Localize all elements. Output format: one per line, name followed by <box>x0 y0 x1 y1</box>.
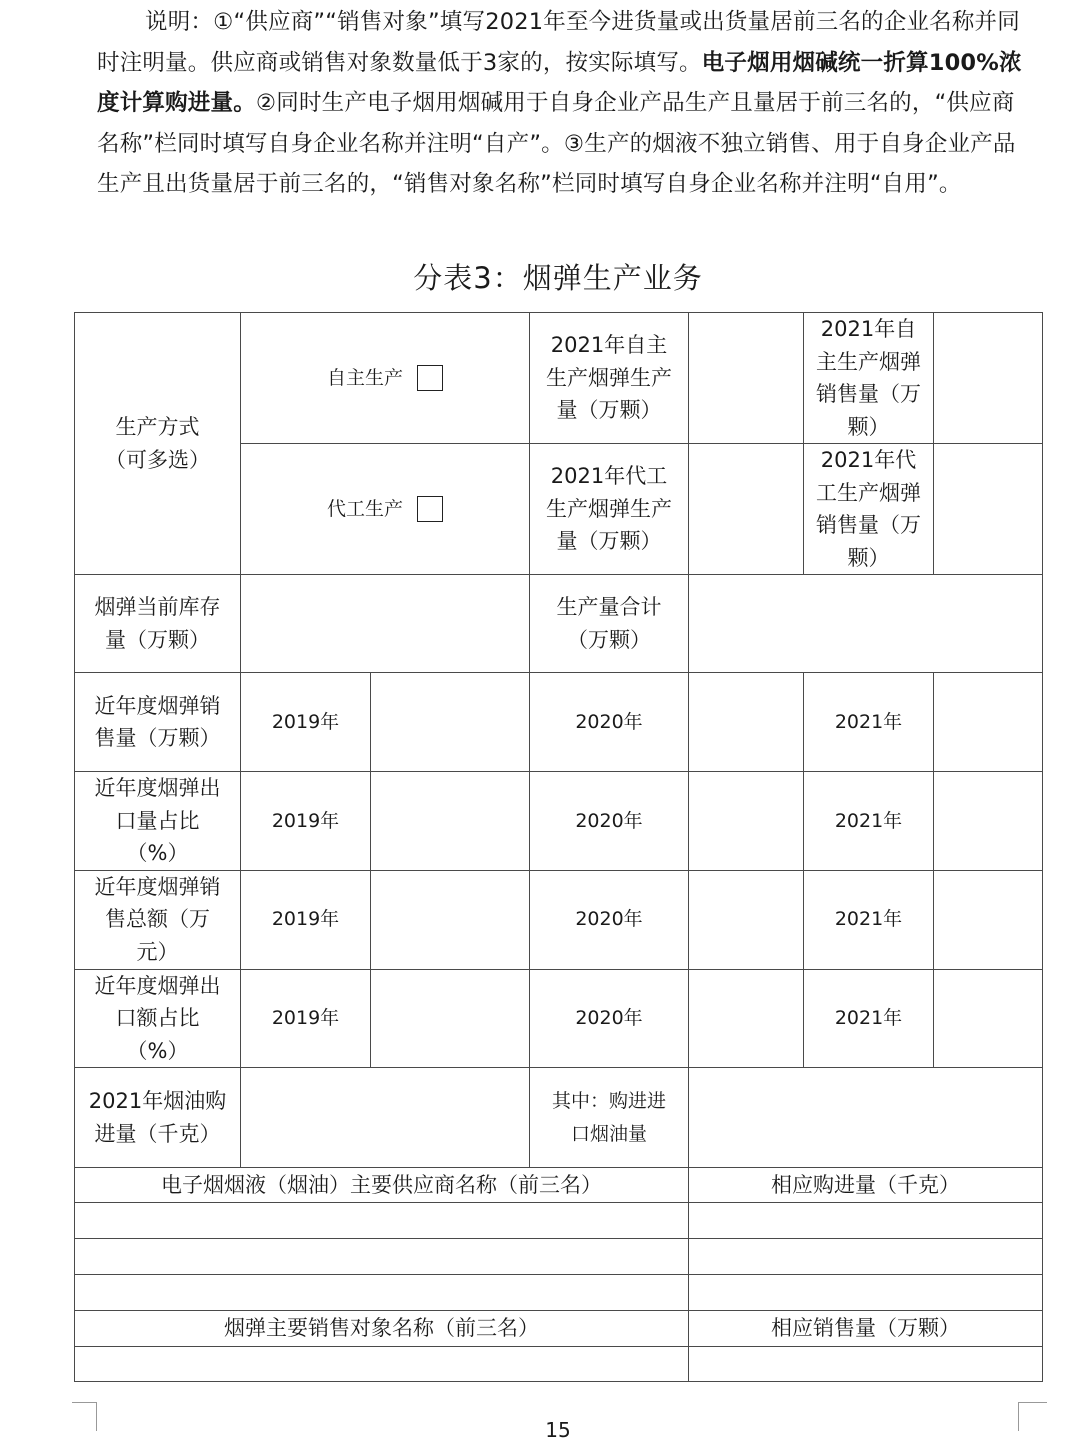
year-2021-input[interactable] <box>934 969 1043 1068</box>
oem-sales-input[interactable] <box>934 444 1043 575</box>
supplier-qty-input[interactable] <box>689 1239 1043 1275</box>
year-2019-label: 2019年 <box>241 673 371 772</box>
year-2020-label: 2020年 <box>530 673 689 772</box>
supplier-row <box>75 1275 1043 1311</box>
customer-name-input[interactable] <box>75 1347 689 1382</box>
oil-import-input[interactable] <box>689 1068 1043 1168</box>
supplier-qty-header: 相应购进量（千克） <box>689 1168 1043 1203</box>
year-2021-input[interactable] <box>934 772 1043 871</box>
supplier-name-input[interactable] <box>75 1239 689 1275</box>
instructions-note <box>97 2 1027 205</box>
customer-name-header: 烟弹主要销售对象名称（前三名） <box>75 1311 689 1347</box>
year-2019-input[interactable] <box>371 673 530 772</box>
oil-purchase-input[interactable] <box>241 1068 530 1168</box>
year-2020-input[interactable] <box>689 870 804 969</box>
production-mode-label: 生产方式（可多选） <box>75 313 241 575</box>
year-2019-label: 2019年 <box>241 772 371 871</box>
inventory-input[interactable] <box>241 575 530 673</box>
yearly-row-sales-volume <box>75 673 1043 772</box>
year-2021-label: 2021年 <box>804 673 934 772</box>
oem-sales-label: 2021年代工生产烟弹销售量（万颗） <box>804 444 934 575</box>
supplier-row <box>75 1239 1043 1275</box>
total-output-input[interactable] <box>689 575 1043 673</box>
page-number: 15 <box>545 1418 571 1442</box>
cartridge-production-form <box>74 312 1043 1382</box>
note-part2: ②同时生产电子烟用烟碱用于自身企业产品生产且量居于前三名的，“供应商名称”栏同时填写自身企业名称并注明“自产”。③生产的烟液不独立销售、用于自身企业产品生产且出货量居于前三名的，“销售对象名称”栏同时填写自身企业名称并注明“自用”。 <box>97 90 1016 197</box>
year-2020-input[interactable] <box>689 673 804 772</box>
self-production-option[interactable] <box>241 313 530 444</box>
customer-qty-input[interactable] <box>689 1347 1043 1382</box>
supplier-name-header: 电子烟烟液（烟油）主要供应商名称（前三名） <box>75 1168 689 1203</box>
oem-production-label: 代工生产 <box>327 498 404 521</box>
yearly-row-label: 近年度烟弹出口量占比（%） <box>75 772 241 871</box>
year-2020-label: 2020年 <box>530 969 689 1068</box>
customer-row <box>75 1347 1043 1382</box>
supplier-name-input[interactable] <box>75 1203 689 1239</box>
year-2020-input[interactable] <box>689 772 804 871</box>
supplier-name-input[interactable] <box>75 1275 689 1311</box>
yearly-row-export-volume-ratio <box>75 772 1043 871</box>
note-part1: 说明：①“供应商”“销售对象”填写2021年至今进货量或出货量居前三名的企业名称并同时注明量。供应商或销售对象数量低于3家的，按实际填写。 <box>97 9 1020 76</box>
oem-output-label: 2021年代工生产烟弹生产量（万颗） <box>530 444 689 575</box>
year-2021-label: 2021年 <box>804 969 934 1068</box>
year-2021-label: 2021年 <box>804 772 934 871</box>
supplier-qty-input[interactable] <box>689 1275 1043 1311</box>
oem-production-checkbox[interactable] <box>417 496 443 522</box>
total-output-label: 生产量合计（万颗） <box>530 575 689 673</box>
yearly-row-export-amount-ratio <box>75 969 1043 1068</box>
yearly-row-label: 近年度烟弹销售总额（万元） <box>75 870 241 969</box>
self-output-input[interactable] <box>689 313 804 444</box>
supplier-qty-input[interactable] <box>689 1203 1043 1239</box>
self-sales-input[interactable] <box>934 313 1043 444</box>
supplier-row <box>75 1203 1043 1239</box>
year-2019-input[interactable] <box>371 772 530 871</box>
yearly-row-label: 近年度烟弹销售量（万颗） <box>75 673 241 772</box>
year-2020-label: 2020年 <box>530 772 689 871</box>
inventory-label: 烟弹当前库存量（万颗） <box>75 575 241 673</box>
note-bold: 电子烟用烟碱统一折算100%浓度计算购进量。 <box>97 49 1022 116</box>
self-output-label: 2021年自主生产烟弹生产量（万颗） <box>530 313 689 444</box>
year-2020-label: 2020年 <box>530 870 689 969</box>
oil-import-label: 其中：购进进口烟油量 <box>530 1068 689 1168</box>
year-2020-input[interactable] <box>689 969 804 1068</box>
year-2021-label: 2021年 <box>804 870 934 969</box>
customer-qty-header: 相应销售量（万颗） <box>689 1311 1043 1347</box>
year-2019-input[interactable] <box>371 870 530 969</box>
oem-output-input[interactable] <box>689 444 804 575</box>
self-sales-label: 2021年自主生产烟弹销售量（万颗） <box>804 313 934 444</box>
year-2019-label: 2019年 <box>241 870 371 969</box>
yearly-row-label: 近年度烟弹出口额占比（%） <box>75 969 241 1068</box>
year-2021-input[interactable] <box>934 673 1043 772</box>
self-production-checkbox[interactable] <box>417 365 443 391</box>
year-2019-input[interactable] <box>371 969 530 1068</box>
year-2021-input[interactable] <box>934 870 1043 969</box>
yearly-row-sales-amount <box>75 870 1043 969</box>
table-title: 分表3：烟弹生产业务 <box>413 261 703 295</box>
self-production-label: 自主生产 <box>327 367 404 390</box>
year-2019-label: 2019年 <box>241 969 371 1068</box>
oem-production-option[interactable] <box>241 444 530 575</box>
oil-purchase-label: 2021年烟油购进量（千克） <box>75 1068 241 1168</box>
